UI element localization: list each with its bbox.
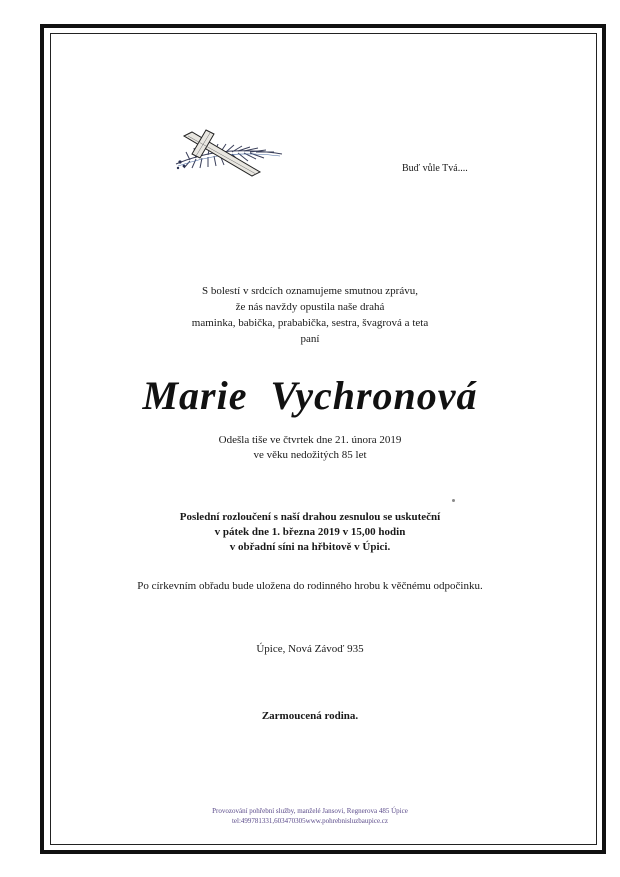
deceased-name: Marie Vychronová <box>142 373 478 418</box>
announcement-line: paní <box>300 333 320 345</box>
ceremony-line: v pátek dne 1. března 2019 v 15,00 hodin <box>214 526 406 538</box>
footer-contact-line: tel:499781331,603470305www.pohrebnisluzbaupice.cz <box>231 817 389 825</box>
print-speck <box>452 499 455 502</box>
ceremony-line: v obřadní síni na hřbitově v Úpici. <box>229 541 391 553</box>
announcement-line: maminka, babička, prababička, sestra, švagrová a teta <box>191 317 429 329</box>
announcement-line: že nás navždy opustila naše drahá <box>235 301 385 313</box>
funeral-service-footer <box>0 806 620 826</box>
signature-text: Zarmoucená rodina. <box>261 710 359 722</box>
ceremony-block <box>0 510 620 555</box>
age-line: ve věku nedožitých 85 let <box>253 449 367 461</box>
address-text: Úpice, Nová Závoď 935 <box>256 643 364 655</box>
death-info-block <box>0 433 620 463</box>
cross-with-palm-branch-icon <box>170 128 288 180</box>
ceremony-line: Poslední rozloučení s naší drahou zesnulou se uskuteční <box>179 511 441 523</box>
footer-line: Provozování pohřební služby, manželé Jansovi, Regnerova 485 Úpice <box>212 807 408 815</box>
motto-text: Buď vůle Tvá.... <box>402 163 468 174</box>
announcement-line: S bolestí v srdcích oznamujeme smutnou zprávu, <box>202 285 418 297</box>
announcement-block <box>0 283 620 347</box>
death-date-line: Odešla tiše ve čtvrtek dne 21. února 2019 <box>218 434 402 446</box>
burial-text: Po církevním obřadu bude uložena do rodinného hrobu k věčnému odpočinku. <box>137 580 483 592</box>
